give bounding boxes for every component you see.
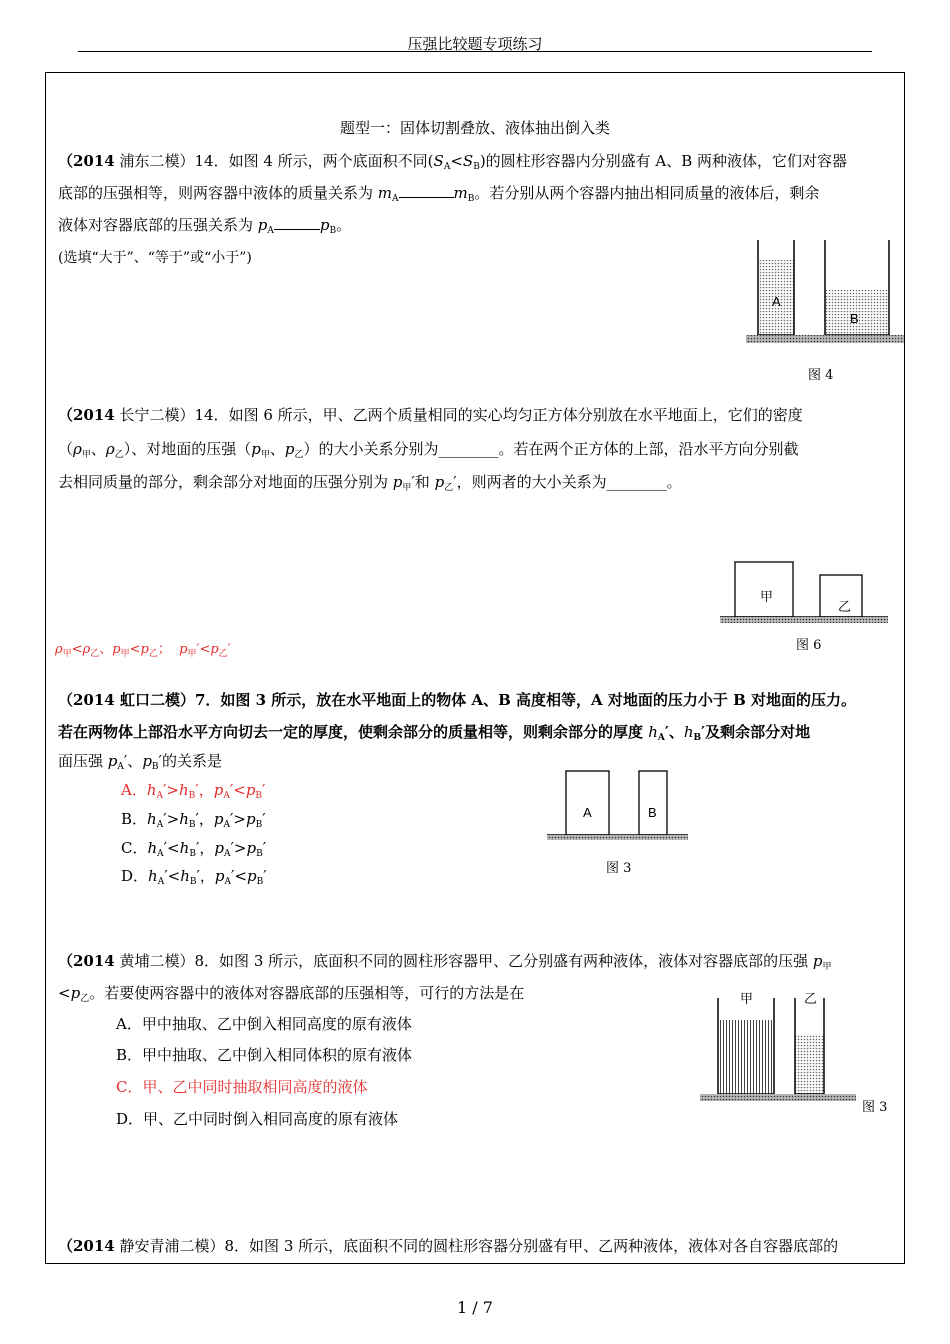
q3-block-b: [639, 771, 667, 835]
q3-option-b[interactable]: B．$h_A'>h_B'$，$p_A'>p_B'$: [121, 810, 266, 830]
q3-fig-label-b: B: [648, 805, 657, 820]
q4-option-b[interactable]: B．甲中抽取、乙中倒入相同体积的原有液体: [116, 1046, 413, 1064]
q4-option-c[interactable]: C．甲、乙中同时抽取相同高度的液体: [116, 1078, 368, 1096]
q2-fig-label-yi: 乙: [838, 599, 852, 614]
q4-figure-3: [698, 996, 858, 1104]
q1-line2: 底部的压强相等，则两容器中液体的质量关系为 $m_A$ $m_B$。若分别从两个容器内抽出相同质量的液体后，剩余: [58, 184, 820, 204]
q3-figure-3: [545, 767, 690, 842]
q2-figure-6: [718, 558, 890, 628]
header-rule: [78, 51, 872, 52]
q1-line1: （2014 浦东二模）14．如图 4 所示，两个底面积不同$(S_A<S_B)$的圆柱形容器内分别盛有 A、B 两种液体，它们对容器: [58, 152, 848, 172]
q4-fig-label-yi: 乙: [804, 991, 818, 1006]
section-title: 题型一：固体切割叠放、液体抽出倒入类: [339, 119, 610, 137]
q2-ground: [720, 617, 888, 623]
q1-fig-label-b: B: [850, 311, 859, 326]
page-number: 1 / 7: [457, 1298, 493, 1317]
q3-fig-caption: 图 3: [606, 861, 632, 876]
q3-ground: [547, 835, 688, 840]
q1-fig-label-a: A: [772, 294, 781, 309]
q4-liquid-yi: [795, 1034, 824, 1094]
q4-option-a[interactable]: A．甲中抽取、乙中倒入相同高度的原有液体: [116, 1015, 412, 1033]
page-header-title: 压强比较题专项练习: [407, 35, 543, 53]
q2-answer: $\rho_甲<\rho_乙$、$p_甲<p_乙$； $p_甲'<p_乙'$: [55, 642, 231, 659]
q5-line1: （2014 静安青浦二模）8．如图 3 所示，底面积不同的圆柱形容器分别盛有甲、乙两种液体，液体对各自容器底部的: [58, 1237, 839, 1255]
q4-line2: $<p_乙$。若要使两容器中的液体对容器底部的压强相等，可行的方法是在: [58, 984, 525, 1004]
q2-fig-label-jia: 甲: [760, 589, 774, 604]
q2-line1: （2014 长宁二模）14．如图 6 所示，甲、乙两个质量相同的实心均匀正方体分别放在水平地面上，它们的密度: [58, 406, 803, 424]
q3-fig-label-a: A: [583, 805, 592, 820]
q1-source: （2014: [58, 152, 115, 170]
q1-line3: 液体对容器底部的压强关系为 $p_A$ $p_B$。: [58, 216, 352, 236]
q1-fig-caption: 图 4: [808, 368, 834, 383]
q1-options: (选填“大于”、“等于”或“小于”): [58, 250, 252, 266]
q2-line2: （$\rho_甲$、$\rho_乙$）、对地面的压强（$p_甲$、$p_乙$）的大小关系分别为________。若在两个正方体的上部，沿水平方向分别截: [58, 440, 799, 460]
q4-liquid-jia: [718, 1020, 774, 1094]
q1-blank-mass[interactable]: [399, 183, 454, 198]
q1-blank-pressure[interactable]: [274, 215, 320, 230]
q3-option-a[interactable]: A．$h_A'>h_B'$，$p_A'<p_B'$: [121, 781, 266, 801]
q4-ground: [700, 1094, 856, 1101]
q2-line3: 去相同质量的部分，剩余部分对地面的压强分别为 $p_甲'$和 $p_乙'$，则两者的大小关系为________。: [58, 473, 682, 493]
q4-line1: （2014 黄埔二模）8．如图 3 所示，底面积不同的圆柱形容器甲、乙分别盛有两种液体，液体对容器底部的压强 $p_甲$: [58, 952, 832, 972]
q3-line2: 若在两物体上部沿水平方向切去一定的厚度，使剩余部分的质量相等，则剩余部分的厚度 $h_A'$、$h_B'$及剩余部分对地: [58, 723, 811, 743]
q3-line3: 面压强 $p_A'$、$p_B'$的关系是: [58, 752, 222, 772]
q3-block-a: [566, 771, 609, 835]
q3-option-c[interactable]: C．$h_A'<h_B'$，$p_A'>p_B'$: [121, 839, 267, 859]
q3-line1: （2014 虹口二模）7．如图 3 所示，放在水平地面上的物体 A、B 高度相等，A 对地面的压力小于 B 对地面的压力。: [58, 691, 857, 709]
q1-ground: [746, 335, 904, 343]
q3-option-d[interactable]: D．$h_A'<h_B'$，$p_A'<p_B'$: [121, 867, 267, 887]
q2-fig-caption: 图 6: [796, 638, 822, 653]
q1-figure-4: [744, 238, 904, 348]
q4-option-d[interactable]: D．甲、乙中同时倒入相同高度的原有液体: [116, 1110, 399, 1128]
q4-fig-label-jia: 甲: [740, 991, 754, 1006]
q4-fig-caption: 图 3: [862, 1100, 888, 1115]
